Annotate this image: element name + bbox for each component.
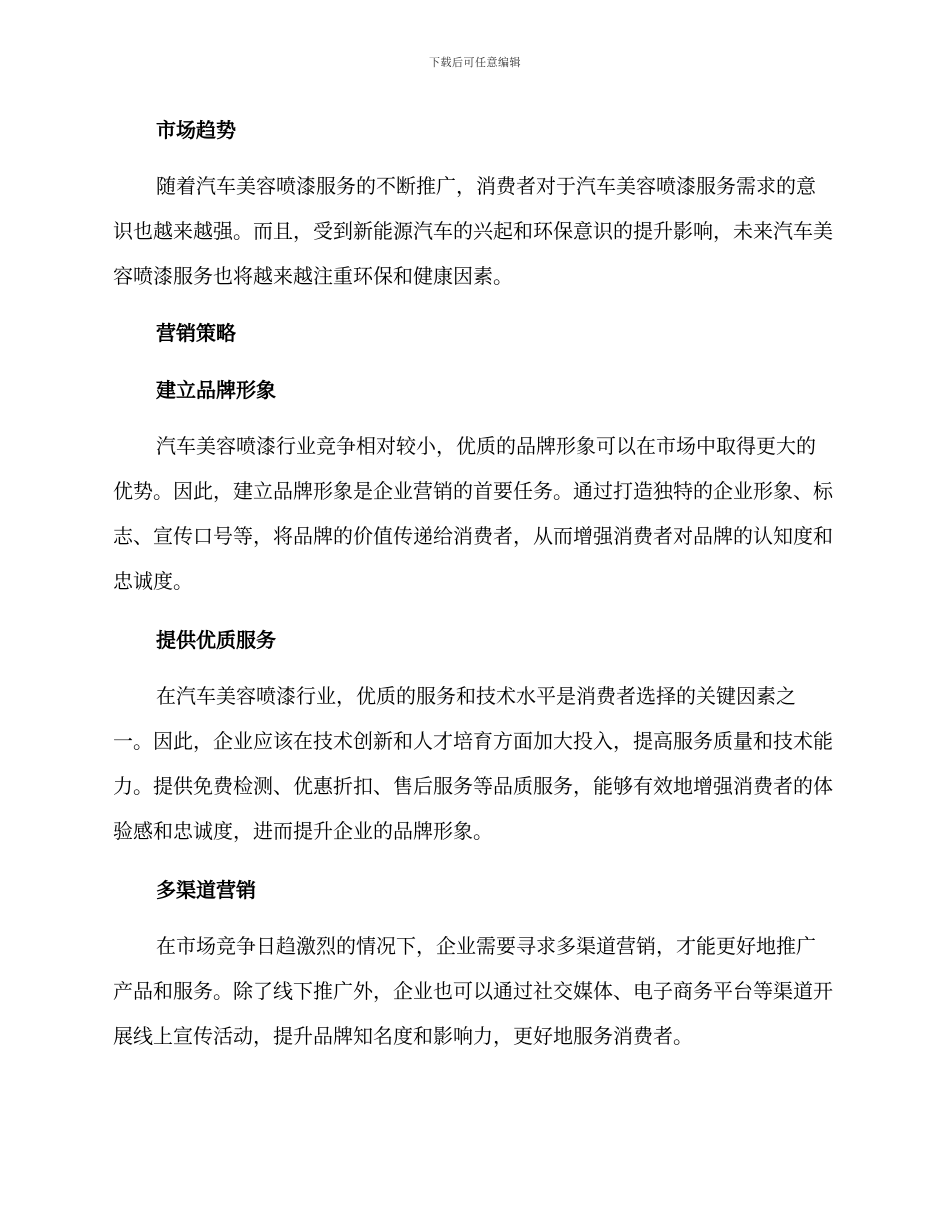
paragraph-multichannel-marketing: 在市场竞争日趋激烈的情况下，企业需要寻求多渠道营销，才能更好地推广产品和服务。除了线下推广外，企业也可以通过社交媒体、电子商务平台等渠道开展线上宣传活动，提升品牌知名度和影响力，更好地服务消费者。 — [113, 934, 833, 1048]
paragraph-market-trend: 随着汽车美容喷漆服务的不断推广，消费者对于汽车美容喷漆服务需求的意识也越来越强。而且，受到新能源汽车的兴起和环保意识的提升影响，未来汽车美容喷漆服务也将越来越注重环保和健康因素。 — [113, 174, 833, 288]
paragraph-quality-service: 在汽车美容喷漆行业，优质的服务和技术水平是消费者选择的关键因素之一。因此，企业应该在技术创新和人才培育方面加大投入，提高服务质量和技术能力。提供免费检测、优惠折扣、售后服务等品质服务，能够有效地增强消费者的体验感和忠诚度，进而提升企业的品牌形象。 — [113, 684, 833, 843]
heading-market-trend: 市场趋势 — [156, 118, 236, 142]
heading-multichannel-marketing: 多渠道营销 — [156, 878, 256, 902]
heading-quality-service: 提供优质服务 — [156, 628, 276, 652]
heading-marketing-strategy: 营销策略 — [156, 321, 236, 345]
page-header-note: 下载后可任意编辑 — [429, 56, 521, 69]
heading-brand-image: 建立品牌形象 — [156, 378, 276, 402]
paragraph-brand-image: 汽车美容喷漆行业竞争相对较小，优质的品牌形象可以在市场中取得更大的优势。因此，建立品牌形象是企业营销的首要任务。通过打造独特的企业形象、标志、宣传口号等，将品牌的价值传递给消费者，从而增强消费者对品牌的认知度和忠诚度。 — [113, 434, 833, 593]
